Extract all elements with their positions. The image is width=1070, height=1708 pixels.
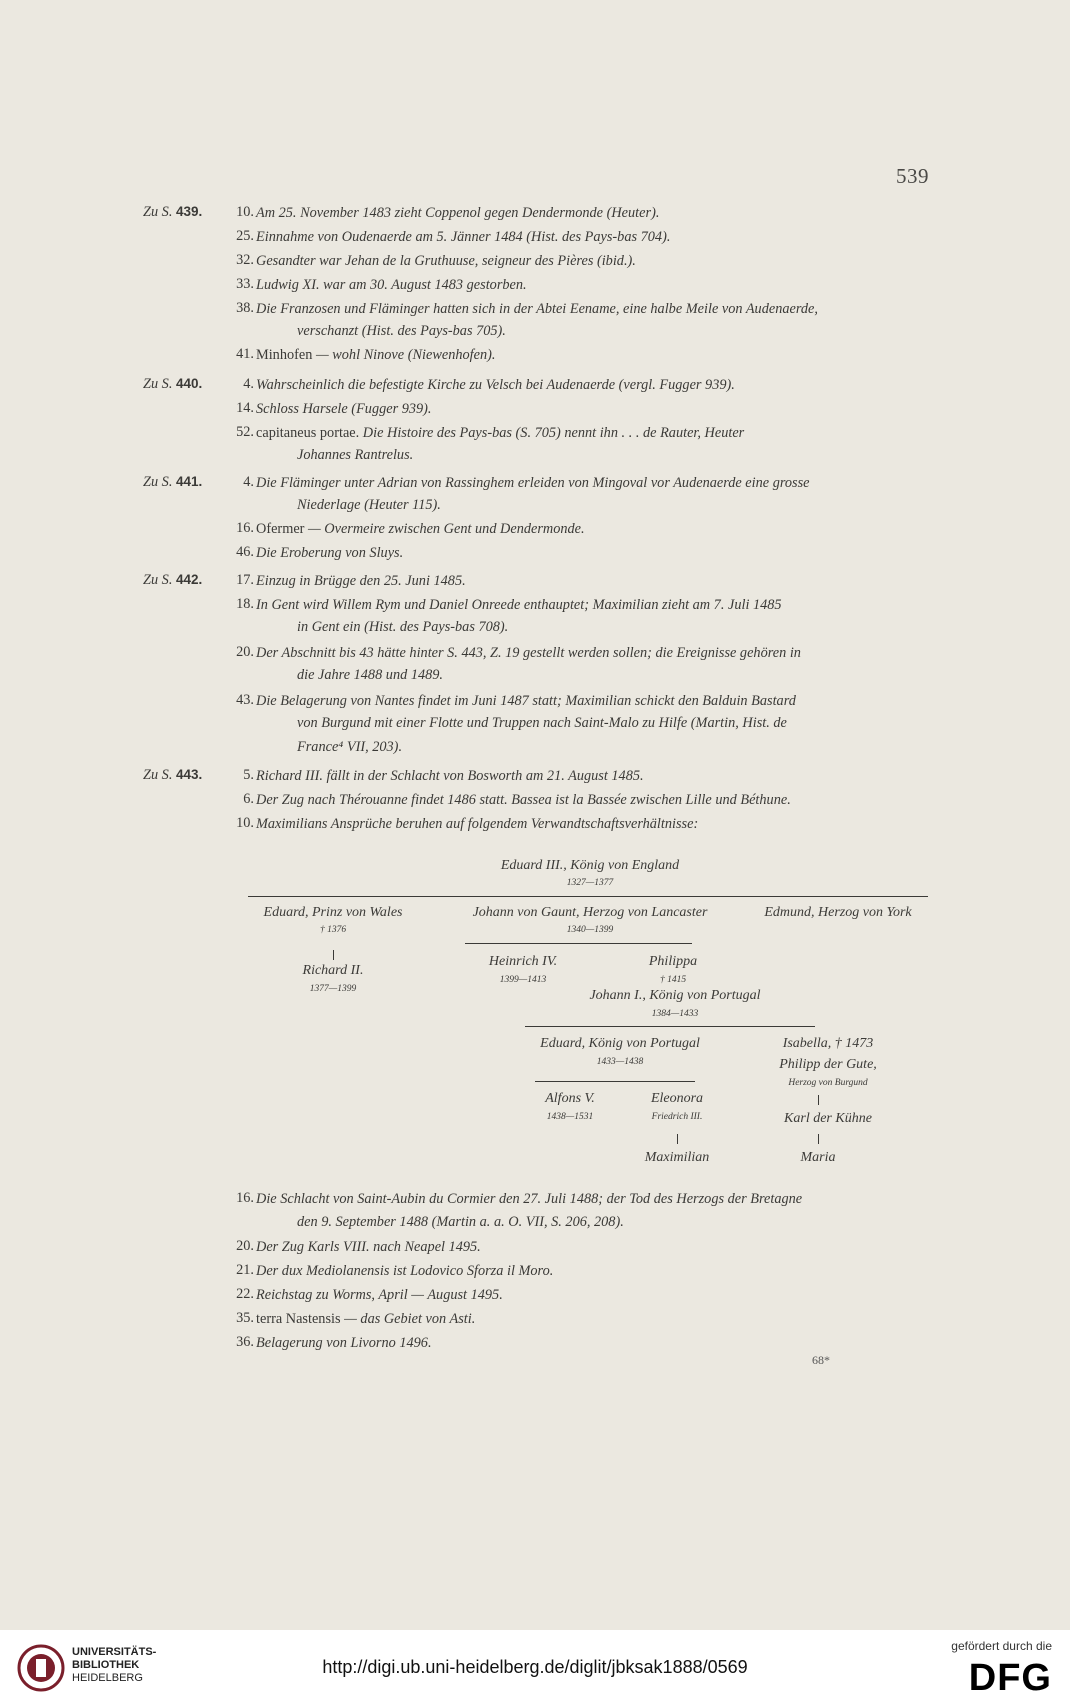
- note-text: capitaneus portae. Die Histoire des Pays-bas (S. 705) nennt ihn . . . de Rauter, Heuter: [256, 425, 745, 441]
- tree-line: [818, 1095, 819, 1105]
- tree-alfons-dates: 1438—1531: [546, 1112, 594, 1122]
- tree-line: [333, 950, 334, 960]
- section-label-442: Zu S. 442.: [143, 572, 203, 588]
- note-text: Gesandter war Jehan de la Gruthuuse, seigneur des Pières (ibid.).: [256, 253, 636, 269]
- tree-maria: Maria: [800, 1150, 836, 1165]
- note-text: Minhofen — wohl Ninove (Niewenhofen).: [256, 347, 496, 363]
- tree-eduard-prinz: Eduard, Prinz von Wales: [263, 905, 403, 920]
- tree-philipp: Philipp der Gute,: [779, 1057, 877, 1072]
- tree-root-name: Eduard III., König von England: [500, 858, 680, 873]
- tree-johann-gaunt-dates: 1340—1399: [566, 925, 614, 935]
- note-number: 20.: [236, 644, 254, 660]
- note-number: 35.: [236, 1310, 254, 1326]
- note-text: Der dux Mediolanensis ist Lodovico Sforza il Moro.: [256, 1263, 554, 1279]
- section-label-439: Zu S. 439.: [143, 204, 203, 220]
- note-text-continuation: in Gent ein (Hist. des Pays-bas 708).: [297, 619, 509, 635]
- tree-eduard-prinz-dates: † 1376: [319, 925, 347, 935]
- tree-eduard-portugal: Eduard, König von Portugal: [540, 1036, 700, 1051]
- note-text: Die Belagerung von Nantes findet im Juni 1487 statt; Maximilian schickt den Balduin Bastard: [256, 693, 796, 709]
- tree-line: [535, 1081, 695, 1082]
- note-number: 14.: [236, 400, 254, 416]
- section-label-440: Zu S. 440.: [143, 376, 203, 392]
- note-number: 46.: [236, 544, 254, 560]
- note-number: 25.: [236, 228, 254, 244]
- tree-richard: Richard II.: [302, 963, 364, 978]
- note-text: Maximilians Ansprüche beruhen auf folgendem Verwandtschaftsverhältnisse:: [256, 816, 699, 832]
- tree-philippa: Philippa: [648, 954, 698, 969]
- note-text: Die Franzosen und Fläminger hatten sich in der Abtei Eename, eine halbe Meile von Audenaerde,: [256, 301, 818, 317]
- tree-line: [818, 1134, 819, 1144]
- tree-line: [248, 896, 928, 897]
- note-text: Die Fläminger unter Adrian von Rassinghem erleiden von Mingoval vor Audenaerde eine grosse: [256, 475, 810, 491]
- section-label-443: Zu S. 443.: [143, 767, 203, 783]
- note-number: 4.: [243, 376, 254, 392]
- note-text: Der Abschnitt bis 43 hätte hinter S. 443, Z. 19 gestellt werden sollen; die Ereignisse gehören in: [256, 645, 801, 661]
- note-text: Ofermer — Overmeire zwischen Gent und Dendermonde.: [256, 521, 585, 537]
- tree-karl: Karl der Kühne: [784, 1111, 872, 1126]
- note-text: Reichstag zu Worms, April — August 1495.: [256, 1287, 503, 1303]
- note-text-continuation: den 9. September 1488 (Martin a. a. O. VII, S. 206, 208).: [297, 1214, 624, 1230]
- note-text: Schloss Harsele (Fugger 939).: [256, 401, 432, 417]
- note-number: 6.: [243, 791, 254, 807]
- tree-eleonora: Eleonora: [650, 1091, 704, 1106]
- note-number: 5.: [243, 767, 254, 783]
- tree-johann-portugal-dates: 1384—1433: [651, 1009, 699, 1019]
- page-number: 539: [896, 164, 929, 188]
- note-text: Am 25. November 1483 zieht Coppenol gegen Dendermonde (Heuter).: [256, 205, 660, 221]
- tree-root-dates: 1327—1377: [566, 878, 614, 888]
- section-label-441: Zu S. 441.: [143, 474, 203, 490]
- note-number: 36.: [236, 1334, 254, 1350]
- note-number: 43.: [236, 692, 254, 708]
- permalink-url[interactable]: http://digi.ub.uni-heidelberg.de/diglit/jbksak1888/0569: [322, 1657, 748, 1677]
- note-number: 16.: [236, 520, 254, 536]
- note-text: Belagerung von Livorno 1496.: [256, 1335, 432, 1351]
- note-text-continuation: die Jahre 1488 und 1489.: [297, 667, 443, 683]
- note-text: Einzug in Brügge den 25. Juni 1485.: [256, 573, 466, 589]
- tree-heinrich: Heinrich IV.: [488, 954, 558, 969]
- tree-philippa-dates: † 1415: [659, 975, 687, 985]
- note-text-continuation: Niederlage (Heuter 115).: [297, 497, 441, 513]
- tree-richard-dates: 1377—1399: [309, 984, 357, 994]
- note-text: In Gent wird Willem Rym und Daniel Onreede enthauptet; Maximilian zieht am 7. Juli 1485: [256, 597, 782, 613]
- tree-johann-portugal: Johann I., König von Portugal: [589, 988, 761, 1003]
- tree-maximilian: Maximilian: [644, 1150, 710, 1165]
- tree-philipp-title: Herzog von Burgund: [788, 1078, 868, 1088]
- note-number: 32.: [236, 252, 254, 268]
- library-name: UNIVERSITÄTS- BIBLIOTHEK HEIDELBERG: [72, 1646, 157, 1684]
- tree-line: [465, 943, 692, 944]
- tree-edmund: Edmund, Herzog von York: [764, 905, 912, 920]
- note-text-continuation: France⁴ VII, 203).: [297, 739, 403, 755]
- note-number: 17.: [236, 572, 254, 588]
- note-text: Einnahme von Oudenaerde am 5. Jänner 1484 (Hist. des Pays-bas 704).: [256, 229, 671, 245]
- signature-mark: 68*: [812, 1353, 830, 1367]
- note-text: Richard III. fällt in der Schlacht von Bosworth am 21. August 1485.: [256, 768, 644, 784]
- dfg-logo: DFG: [968, 1657, 1052, 1699]
- tree-heinrich-dates: 1399—1413: [499, 975, 547, 985]
- footer-bar: [0, 1630, 1070, 1708]
- note-text-continuation: verschanzt (Hist. des Pays-bas 705).: [297, 323, 506, 339]
- note-number: 16.: [236, 1190, 254, 1206]
- note-text: Die Eroberung von Sluys.: [256, 545, 404, 561]
- note-text: Ludwig XI. war am 30. August 1483 gestorben.: [256, 277, 527, 293]
- note-number: 10.: [236, 204, 254, 220]
- note-number: 10.: [236, 815, 254, 831]
- note-number: 41.: [236, 346, 254, 362]
- tree-eduard-portugal-dates: 1433—1438: [596, 1057, 644, 1067]
- note-text-continuation: von Burgund mit einer Flotte und Truppen nach Saint-Malo zu Hilfe (Martin, Hist. de: [297, 715, 787, 731]
- note-text: Wahrscheinlich die befestigte Kirche zu Velsch bei Audenaerde (vergl. Fugger 939).: [256, 377, 735, 393]
- note-text: Der Zug nach Thérouanne findet 1486 statt. Bassea ist la Bassée zwischen Lille und Béthune.: [256, 792, 791, 808]
- note-text-continuation: Johannes Rantrelus.: [297, 447, 414, 463]
- tree-line: [525, 1026, 815, 1027]
- note-number: 4.: [243, 474, 254, 490]
- tree-alfons: Alfons V.: [545, 1091, 595, 1106]
- note-number: 38.: [236, 300, 254, 316]
- dfg-caption: gefördert durch die: [951, 1639, 1052, 1653]
- note-number: 22.: [236, 1286, 254, 1302]
- note-number: 20.: [236, 1238, 254, 1254]
- note-number: 52.: [236, 424, 254, 440]
- tree-isabella: Isabella, † 1473: [782, 1036, 874, 1051]
- tree-line: [677, 1134, 678, 1144]
- tree-eleonora-spouse: Friedrich III.: [651, 1112, 703, 1122]
- note-number: 18.: [236, 596, 254, 612]
- note-text: terra Nastensis — das Gebiet von Asti.: [256, 1311, 476, 1327]
- tree-johann-gaunt: Johann von Gaunt, Herzog von Lancaster: [472, 905, 708, 920]
- note-number: 33.: [236, 276, 254, 292]
- note-number: 21.: [236, 1262, 254, 1278]
- note-text: Die Schlacht von Saint-Aubin du Cormier den 27. Juli 1488; der Tod des Herzogs der Bretagne: [256, 1191, 803, 1207]
- note-text: Der Zug Karls VIII. nach Neapel 1495.: [256, 1239, 481, 1255]
